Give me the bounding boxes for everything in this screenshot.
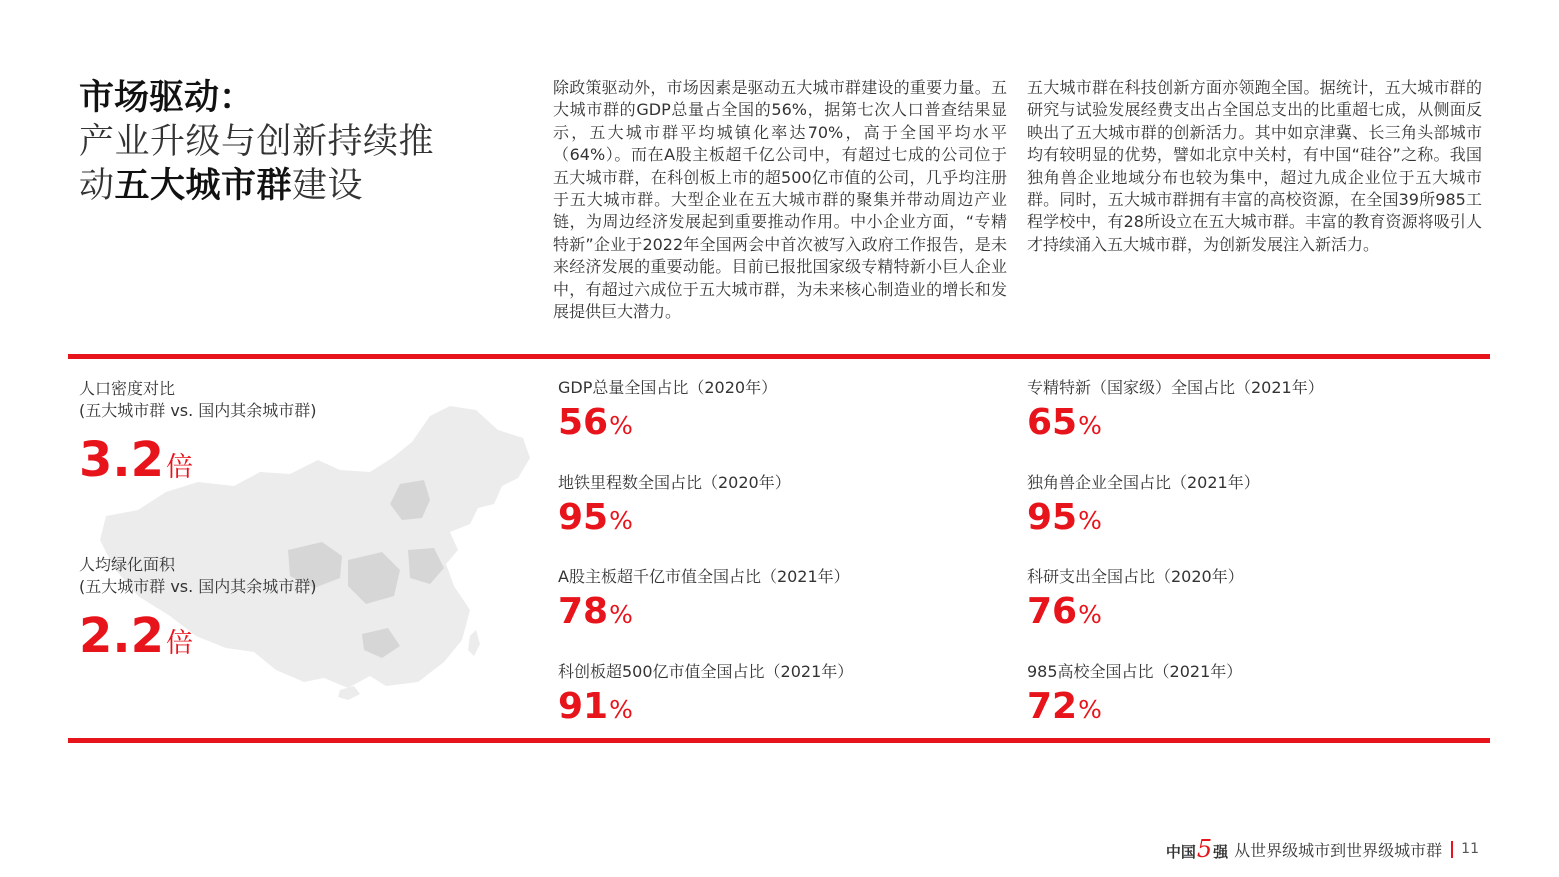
stat-value (1027, 496, 1260, 540)
stat-number: 3.2 (79, 432, 165, 488)
stat-unit: % (609, 695, 633, 724)
stat-number: 65 (1027, 402, 1078, 443)
stat-star-market-share (558, 661, 853, 729)
stat-unit: % (609, 506, 633, 535)
footer-subtitle: 从世界级城市到世界级城市群 (1234, 840, 1443, 860)
headline-line-3-bold: 五大城市群 (114, 166, 293, 206)
stat-unit: % (1078, 506, 1102, 535)
stat-label: 985高校全国占比（2021年） (1027, 662, 1243, 681)
stat-value (558, 401, 777, 445)
stat-unicorn-share (1027, 472, 1260, 540)
stat-label: 地铁里程数全国占比（2020年） (558, 473, 791, 492)
stat-label: 人均绿化面积 (79, 555, 176, 574)
page-headline (79, 76, 529, 208)
stat-sublabel: (五大城市群 vs. 国内其余城市群) (79, 577, 317, 596)
stat-label: 专精特新（国家级）全国占比（2021年） (1027, 378, 1324, 397)
stat-number: 95 (558, 497, 609, 538)
stat-number: 76 (1027, 591, 1078, 632)
headline-line-3-post: 建设 (292, 166, 364, 206)
stat-number: 91 (558, 686, 609, 727)
stat-number: 2.2 (79, 608, 165, 664)
footer-brand-number: 5 (1196, 835, 1213, 863)
stat-number: 56 (558, 402, 609, 443)
stat-specialized-share (1027, 377, 1324, 445)
stat-label: GDP总量全国占比（2020年） (558, 378, 778, 397)
footer-brand-pre: 中国 (1165, 843, 1196, 861)
map-taiwan-shape (468, 630, 480, 656)
stat-label: 人口密度对比 (79, 379, 176, 398)
stat-unit: % (1078, 600, 1102, 629)
stat-value (558, 590, 850, 634)
stat-label: 科研支出全国占比（2020年） (1027, 567, 1244, 586)
stat-label: 科创板超500亿市值全国占比（2021年） (558, 662, 854, 681)
stat-number: 95 (1027, 497, 1078, 538)
stat-value (558, 496, 791, 540)
stat-value (558, 685, 853, 729)
stat-green-area (79, 554, 317, 664)
stat-ashare-share (558, 566, 850, 634)
map-hainan-shape (338, 686, 360, 700)
stat-unit: % (609, 411, 633, 440)
headline-line-2: 产业升级与创新持续推 (79, 122, 435, 162)
stat-metro-share (558, 472, 791, 540)
stat-value (1027, 401, 1324, 445)
page-footer (1166, 836, 1479, 862)
divider-rule-top (68, 354, 1490, 359)
stat-unit: % (1078, 411, 1102, 440)
stat-unit: 倍 (166, 452, 194, 483)
stat-value (79, 608, 317, 664)
stat-value (1027, 590, 1244, 634)
footer-brand-logo (1166, 835, 1228, 863)
headline-line-3 (79, 164, 529, 208)
footer-divider (1451, 841, 1453, 858)
stat-rd-share (1027, 566, 1244, 634)
stat-number: 72 (1027, 686, 1078, 727)
stat-sublabel: (五大城市群 vs. 国内其余城市群) (79, 401, 317, 420)
footer-brand-post: 强 (1213, 843, 1229, 861)
stat-gdp-share (558, 377, 777, 445)
stat-985-share (1027, 661, 1242, 729)
divider-rule-bottom (68, 738, 1490, 743)
stat-value (1027, 685, 1242, 729)
stat-label: 独角兽企业全国占比（2021年） (1027, 473, 1260, 492)
stat-value (79, 432, 317, 488)
stat-number: 78 (558, 591, 609, 632)
stat-label: A股主板超千亿市值全国占比（2021年） (558, 567, 850, 586)
headline-title: 市场驱动： (79, 78, 255, 118)
stat-unit: % (609, 600, 633, 629)
stat-unit: % (1078, 695, 1102, 724)
stat-population-density (79, 378, 317, 488)
headline-line-3-pre: 动 (79, 166, 115, 206)
body-paragraph-innovation: 五大城市群在科技创新方面亦领跑全国。据统计，五大城市群的研究与试验发展经费支出占全国总支出的比重超七成，从侧面反映出了五大城市群的创新活力。其中如京津冀、长三角头部城市均有较明显的优势，譬如北京中关村，有中国“硅谷”之称。我国独角兽企业地域分布也较为集中，超过九成企业位于五大城市群。同时，五大城市群拥有丰富的高校资源，在全国39所985工程学校中，有28所设立在五大城市群。丰富的教育资源将吸引人才持续涌入五大城市群，为创新发展注入新活力。 (1027, 78, 1482, 254)
stat-unit: 倍 (166, 628, 194, 659)
page-number: 11 (1461, 841, 1479, 857)
body-paragraph-market: 除政策驱动外，市场因素是驱动五大城市群建设的重要力量。五大城市群的GDP总量占全国的56%，据第七次人口普查结果显示，五大城市群平均城镇化率达70%，高于全国平均水平（64%）。而在A股主板超千亿公司中，有超过七成的公司位于五大城市群，在科创板上市的超500亿市值的公司，几乎均注册于五大城市群。大型企业在五大城市群的聚集并带动周边产业链，为周边经济发展起到重要推动作用。中小企业方面，“专精特新”企业于2022年全国两会中首次被写入政府工作报告，是未来经济发展的重要动能。目前已报批国家级专精特新小巨人企业中，有超过六成位于五大城市群，为未来核心制造业的增长和发展提供巨大潜力。 (553, 78, 1007, 322)
